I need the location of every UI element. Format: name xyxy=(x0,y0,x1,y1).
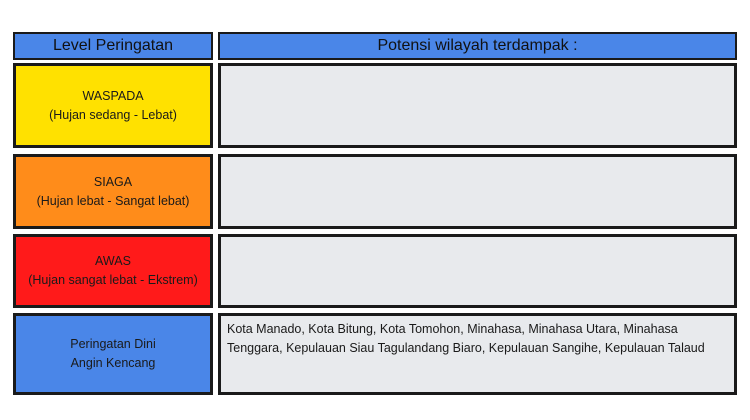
header-level-label: Level Peringatan xyxy=(52,37,174,54)
area-angin-kencang xyxy=(218,313,737,395)
area-awas xyxy=(218,234,737,308)
level-siaga-desc: (Hujan lebat - Sangat lebat) xyxy=(36,193,190,208)
level-angin-kencang xyxy=(13,313,213,395)
area-angin-text: Kota Manado, Kota Bitung, Kota Tomohon, Minahasa, Minahasa Utara, Minahasa Tenggara, Kepulauan Siau Tagulandang Biaro, Kepulauan Sangihe, Kepulauan Talaud xyxy=(227,322,705,355)
header-potensi-wilayah xyxy=(218,32,737,60)
level-awas-title: AWAS xyxy=(95,254,131,268)
header-area-label: Potensi wilayah terdampak : xyxy=(377,37,578,54)
level-waspada xyxy=(13,63,213,148)
level-awas-desc: (Hujan sangat lebat - Ekstrem) xyxy=(28,273,198,287)
level-waspada-desc: (Hujan sedang - Lebat) xyxy=(49,107,177,122)
area-siaga xyxy=(218,154,737,229)
level-waspada-title: WASPADA xyxy=(82,88,144,103)
level-angin-title: Peringatan Dini xyxy=(70,337,156,351)
level-siaga xyxy=(13,154,213,229)
header-level-peringatan xyxy=(13,32,213,60)
area-waspada xyxy=(218,63,737,148)
level-siaga-title: SIAGA xyxy=(93,174,133,189)
level-awas xyxy=(13,234,213,308)
level-angin-desc: Angin Kencang xyxy=(70,356,156,370)
